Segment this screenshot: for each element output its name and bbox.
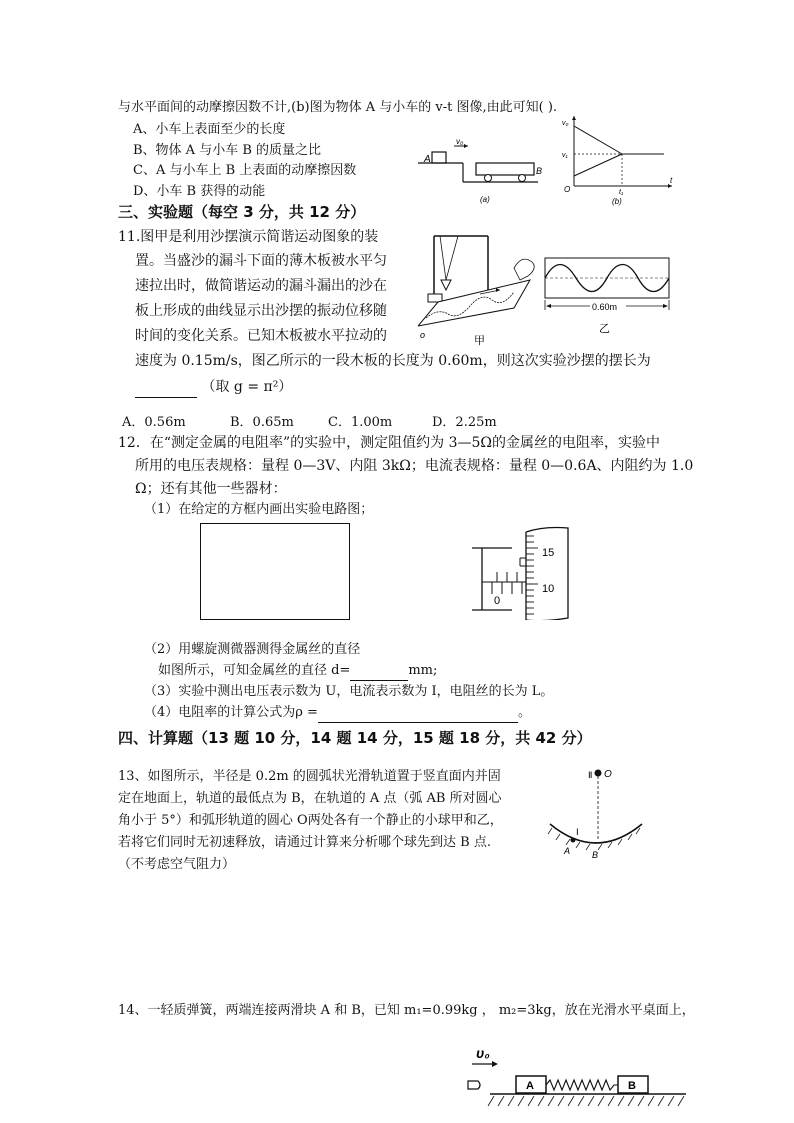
q12-line2: 所用的电压表规格：量程 0—3V、内阻 3kΩ；电流表规格：量程 0—0.6A、内阻约为 1.0	[135, 458, 694, 474]
q11-line2: 置。当盛沙的漏斗下面的薄木板被水平匀	[135, 253, 387, 269]
q12-sub1: （1）在给定的方框内画出实验电路图；	[144, 502, 374, 517]
micrometer-tick-15: 15	[542, 547, 555, 559]
micrometer-tick-0: 0	[494, 595, 501, 607]
q12-sub2b	[158, 661, 437, 681]
q11-option-a: A．0.56m	[122, 415, 186, 430]
q13-figure	[540, 762, 648, 860]
fig-a-caption: (a)	[480, 195, 490, 204]
q13-line3: 角小于 5°）和弧形轨道的圆心 O两处各有一个静止的小球甲和乙，	[118, 813, 503, 828]
q12-line1: 12．在“测定金属的电阻率”的实验中，测定阻值约为 3—5Ω的金属丝的电阻率，实验中	[118, 435, 660, 451]
q11-option-b: B．0.65m	[230, 415, 294, 430]
fig-a-label-v0: v₀	[456, 138, 464, 146]
q11-line4: 板上形成的曲线显示出沙摆的振动位移随	[135, 303, 387, 319]
q10-option-b: B、物体 A 与小车 B 的质量之比	[133, 143, 322, 158]
q10-option-a: A、小车上表面至少的长度	[133, 122, 286, 137]
micrometer-tick-10: 10	[542, 583, 555, 595]
fig-jia-caption: 甲	[474, 335, 485, 346]
q12-sub4-text: （4）电阻率的计算公式为ρ =	[144, 705, 318, 720]
fig-b-label-v1: v₁	[562, 152, 568, 159]
q14-fig-label-a: A	[526, 1080, 534, 1092]
q11-answer-blank[interactable]	[135, 383, 197, 398]
section4-title: 四、计算题（13 题 10 分，14 题 14 分，15 题 18 分，共 42 分）	[118, 729, 592, 747]
fig-b-caption: (b)	[612, 197, 622, 206]
fig-a-label-b: B	[536, 166, 543, 176]
q10-option-c: C、A 与小车上 B 上表面的动摩擦因数	[133, 163, 357, 178]
q13-fig-label-a: A	[564, 846, 571, 856]
fig-yi-caption: 乙	[599, 323, 610, 335]
q12-sub2b-unit: mm;	[408, 663, 438, 678]
fig-yi-length: 0.60m	[592, 302, 618, 312]
q10-option-d: D、小车 B 获得的动能	[133, 184, 266, 199]
q11-option-d: D．2.25m	[432, 415, 497, 430]
micrometer-figure	[472, 522, 582, 620]
q12-line3: Ω；还有其他一些器材：	[135, 481, 287, 497]
circuit-drawing-box[interactable]	[200, 523, 350, 620]
q14-line1: 14、一轻质弹簧，两端连接两滑块 A 和 B，已知 m₁=0.99kg ， m₂=3kg，放在光滑水平桌面上，	[118, 1003, 695, 1018]
q13-fig-label-b: B	[592, 850, 599, 860]
q11-line5: 时间的变化关系。已知木板被水平拉动的	[135, 328, 387, 344]
q11-line6: 速度为 0.15m/s，图乙所示的一段木板的长度为 0.60m，则这次实验沙摆的摆长为	[135, 353, 651, 369]
q14-figure	[460, 1040, 690, 1112]
q11-line7	[135, 376, 292, 398]
q13-line5: （不考虑空气阻力）	[118, 857, 236, 872]
q11-line7-text: （取 g = π²）	[201, 379, 293, 395]
q13-line4: 若将它们同时无初速释放，请通过计算来分析哪个球先到达 B 点.	[118, 835, 491, 850]
q13-line1: 13、如图所示，半径是 0.2m 的圆弧状光滑轨道置于竖直面内并固	[118, 769, 501, 784]
q10-figure-a	[418, 138, 548, 206]
q13-fig-label-ii: Ⅱ	[588, 770, 593, 780]
q12-sub4-end: 。	[517, 705, 531, 720]
q11-option-c: C．1.00m	[328, 415, 393, 430]
q12-sub3: （3）实验中测出电压表示数为 U，电流表示数为 I，电阻丝的长为 L。	[144, 684, 554, 699]
q11-line1: 11.图甲是利用沙摆演示简谐运动图象的装	[118, 229, 379, 245]
section3-title: 三、实验题（每空 3 分，共 12 分）	[118, 203, 366, 221]
fig-a-label-a: A	[424, 154, 431, 165]
q12-sub2b-text: 如图所示，可知金属丝的直径 d=	[158, 663, 351, 678]
fig-b-label-t: t	[670, 176, 673, 185]
q12-sub4	[144, 703, 531, 723]
q13-fig-label-i: Ⅰ	[576, 827, 579, 837]
q10-figure-b	[560, 112, 678, 206]
fig-b-label-t1: t₁	[619, 189, 624, 196]
q11-line3: 速拉出时，做简谐运动的漏斗漏出的沙在	[135, 278, 387, 294]
q14-fig-label-v0: υ₀	[476, 1045, 490, 1061]
q14-fig-label-b: B	[628, 1080, 636, 1092]
fig-jia-label-o: o	[420, 330, 426, 340]
resistivity-answer-blank[interactable]	[318, 708, 518, 723]
fig-b-label-v0: v₀	[562, 120, 569, 127]
q13-fig-label-o: O	[604, 769, 612, 780]
diameter-answer-blank[interactable]	[350, 666, 408, 681]
q11-figure-jia	[418, 228, 542, 346]
fig-b-label-o: O	[564, 185, 571, 194]
q10-intro: 与水平面间的动摩擦因数不计,(b)图为物体 A 与小车的 v-t 图像,由此可知( ).	[118, 100, 558, 115]
q13-line2: 定在地面上，轨道的最低点为 B，在轨道的 A 点（弧 AB 所对圆心	[118, 791, 502, 806]
q11-figure-yi	[542, 256, 674, 338]
q12-sub2a: （2）用螺旋测微器测得金属丝的直径	[144, 642, 361, 657]
